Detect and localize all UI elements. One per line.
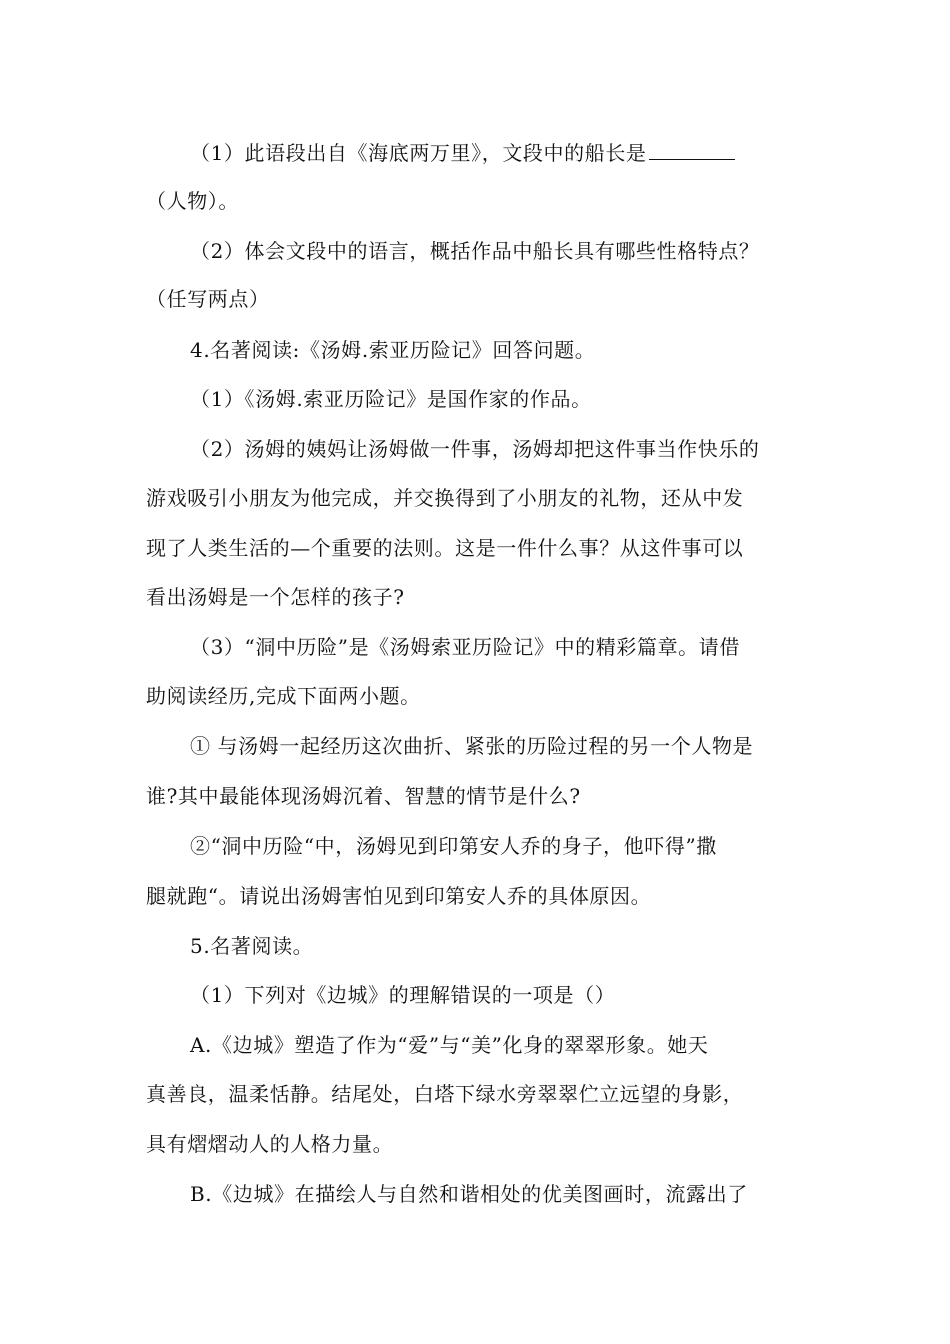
text-line: 现了人类生活的—个重要的法则。这是一件什么事？从这件事可以	[146, 536, 744, 560]
text-line: （1）下列对《边城》的理解错误的一项是（）	[190, 983, 616, 1007]
answer-blank	[649, 139, 735, 160]
text-line: （任写两点）	[146, 287, 270, 311]
text-line: ① 与汤姆一起经历这次曲折、紧张的历险过程的另一个人物是	[190, 734, 754, 758]
text-line: 看出汤姆是一个怎样的孩子?	[146, 585, 405, 609]
text-line	[190, 136, 816, 170]
text-line: （3）“洞中历险”是《汤姆索亚历险记》中的精彩篇章。请借	[190, 635, 740, 659]
text-line: ②“洞中历险“中，汤姆见到印第安人乔的身子，他吓得”撒	[190, 834, 717, 858]
text-line: 真善良，温柔恬静。结尾处，白塔下绿水旁翠翠伫立远望的身影，	[146, 1082, 744, 1106]
text-line: 助阅读经历,完成下面两小题。	[146, 684, 421, 708]
text-line: 腿就跑“。请说出汤姆害怕见到印第安人乔的具体原因。	[146, 884, 652, 908]
question-heading: 4.名著阅读:《汤姆.索亚历险记》回答问题。	[190, 338, 596, 362]
text-line: 具有熠熠动人的人格力量。	[146, 1132, 394, 1156]
text-segment: （1）此语段出自《海底两万里》，文段中的船长是	[190, 141, 647, 165]
text-line: （2）汤姆的姨妈让汤姆做一件事，汤姆却把这件事当作快乐的	[190, 437, 760, 461]
text-line: 谁?其中最能体现汤姆沉着、智慧的情节是什么?	[146, 784, 581, 808]
question-heading: 5.名著阅读。	[190, 934, 314, 958]
text-line: （1）《汤姆.索亚历险记》是国作家的作品。	[190, 387, 592, 411]
text-line: （人物）。	[146, 189, 239, 213]
text-line: A.《边城》塑造了作为“爱”与“美”化身的翠翠形象。她天	[190, 1033, 709, 1057]
text-line: 游戏吸引小朋友为他完成，并交换得到了小朋友的礼物，还从中发	[146, 486, 744, 510]
text-line: B.《边城》在描绘人与自然和谐相处的优美图画时，流露出了	[190, 1182, 748, 1206]
text-line: （2）体会文段中的语言，概括作品中船长具有哪些性格特点？	[190, 239, 760, 263]
